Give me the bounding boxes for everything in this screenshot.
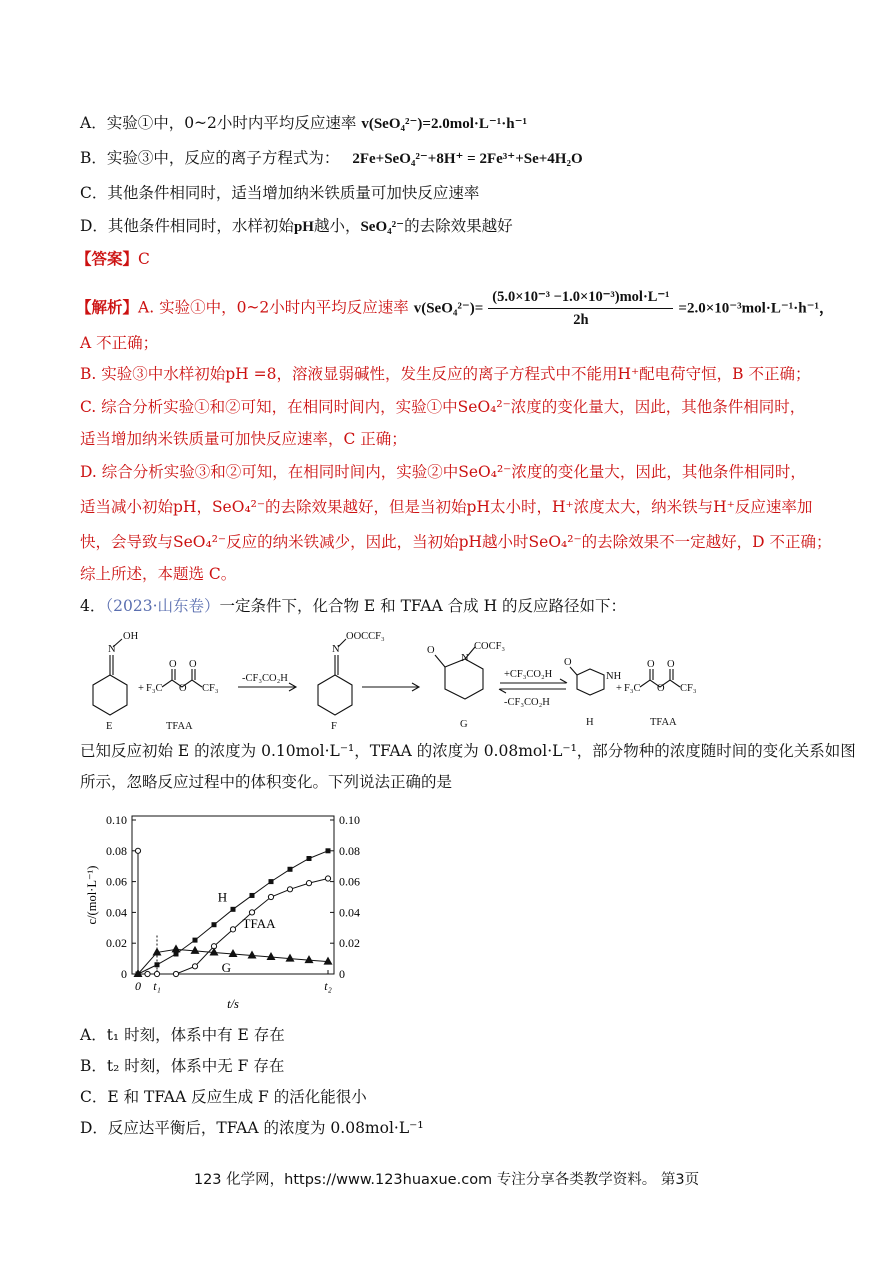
tfaa1-label: TFAA [166,721,193,732]
option-a [80,112,527,135]
tfaa1-cf3: CF₃ [202,683,219,694]
h-nh-label: NH [606,671,622,682]
h-o-label: O [564,657,572,668]
analysis-a-end: A 不正确； [80,334,159,352]
x-tick-label: t₁ [153,979,161,993]
option-a-formula: v(SeO₄²⁻)=2.0mol·L⁻¹·h⁻¹ [361,116,528,132]
eq-arrow-forward-head [560,679,567,683]
option-a-text: A．实验①中，0~2小时内平均反应速率 [80,114,357,132]
q4-option-a: A．t₁ 时刻，体系中有 E 存在 [80,1026,285,1044]
fraction-numerator: (5.0×10⁻³ −1.0×10⁻³)mol·L⁻¹ [488,286,673,309]
h-label: H [586,717,594,728]
x-tick-label: 0 [135,979,141,993]
point-g [324,957,333,965]
y-tick-label-left: 0.08 [106,843,127,858]
page-footer: 123 化学网，https://www.123huaxue.com 专注分享各类教学资料。 第3页 [193,1172,700,1188]
f-ring [318,675,352,715]
point-h [288,867,293,872]
g-ring [445,659,483,699]
plus-2: + [616,683,622,694]
point-tfaa [192,964,197,969]
analysis-a [76,286,834,331]
y-tick-label-right: 0.08 [339,843,360,858]
g-n-label: N [461,653,469,664]
g-co-bond [435,655,445,667]
point-tfaa [145,971,150,976]
question-number: 4． [80,597,106,615]
f-sub-label: OOCCF₃ [346,631,385,642]
point-g [267,952,276,960]
x-axis-label: t/s [227,997,239,1011]
point-h [231,907,236,912]
legend-h: H [217,889,228,905]
tfaa1-o-bridge: O [179,683,187,694]
point-g [191,946,200,954]
y-tick-label-left: 0.02 [106,936,127,951]
option-d-pre: D．其他条件相同时，水样初始 [80,217,294,235]
option-b [80,147,583,170]
point-g [286,954,295,962]
point-h [155,962,160,967]
question-desc-line2: 所示，忽略反应过程中的体积变化。下列说法正确的是 [80,773,453,791]
e-label: E [106,721,113,732]
option-d-mid: 越小， [313,217,361,235]
point-h [250,893,255,898]
g-o-label: O [427,645,435,656]
legend-g: G [221,960,231,975]
analysis-label: 【解析】 [76,297,139,317]
option-b-formula: 2Fe+SeO₄²⁻+8H⁺ = 2Fe³⁺+Se+4H₂O [352,151,583,167]
e-oh-label: OH [123,631,139,642]
g-sub-label: COCF₃ [474,641,506,652]
point-h [307,856,312,861]
option-d [80,215,513,238]
y-tick-label-left: 0.10 [106,813,127,827]
plus-1: + [138,683,144,694]
analysis-a-text: A. 实验①中，0~2小时内平均反应速率 [138,298,409,317]
y-tick-label-left: 0.04 [106,905,127,920]
point-tfaa [306,881,311,886]
y-tick-label-right: 0.10 [339,813,360,827]
reaction-scheme [80,625,720,733]
point-tfaa [268,894,273,899]
point-tfaa [249,910,254,915]
point-tfaa [230,927,235,932]
tfaa2-f3c: F₃C [624,683,641,694]
x-tick-label: t₂ [324,979,332,993]
g-label: G [460,719,468,730]
option-d-ion: SeO₄²⁻ [360,219,405,235]
f-label: F [331,721,337,732]
q4-option-b: B．t₂ 时刻，体系中无 F 存在 [80,1057,285,1075]
tfaa1-o2: O [189,659,197,670]
question-stem: 一定条件下，化合物 E 和 TFAA 合成 H 的反应路径如下： [219,597,627,615]
e-n-label: N [108,644,116,655]
eq-bot-label: -CF₃CO₂H [504,697,550,708]
h-ring [577,669,604,695]
point-g [305,955,314,963]
point-h [212,922,217,927]
point-tfaa [173,971,178,976]
option-c: C．其他条件相同时，适当增加纳米铁质量可加快反应速率 [80,184,480,202]
y-tick-label-right: 0 [339,967,345,981]
analysis-a-fraction [488,286,673,331]
tfaa1-f3c: F₃C [146,683,163,694]
y-tick-label-right: 0.02 [339,936,360,951]
analysis-c-line1: C. 综合分析实验①和②可知，在相同时间内，实验①中SeO₄²⁻浓度的变化量大，因此，其他条件相同时， [80,398,806,416]
point-g [229,949,238,957]
point-tfaa [325,876,330,881]
e-ring [93,675,127,715]
point-tfaa [287,887,292,892]
fraction-denominator: 2h [573,312,589,328]
tfaa2-o2: O [667,659,675,670]
tfaa2-o-bridge: O [657,683,665,694]
point-h [326,848,331,853]
tfaa1-o1: O [169,659,177,670]
analysis-a-rate: v(SeO₄²⁻)= [413,300,484,317]
analysis-d-line2: 适当减小初始pH，SeO₄²⁻的去除效果越好，但是当初始pH太小时，H⁺浓度太大，纳米铁与H⁺反应速率加 [80,498,813,516]
analysis-d-line4: 综上所述，本题选 C。 [80,565,237,583]
answer-label: 【答案】 [76,249,139,268]
option-b-text: B．实验③中，反应的离子方程式为： [80,149,340,167]
option-d-post: 的去除效果越好 [404,217,513,235]
h-co-bond [570,667,577,675]
point-h [193,938,198,943]
point-tfaa [154,971,159,976]
question-4-stem [80,595,626,617]
q4-option-c: C．E 和 TFAA 反应生成 F 的活化能很小 [80,1088,367,1106]
answer-value: C [138,250,150,268]
y-tick-label-right: 0.04 [339,905,360,920]
tfaa2-cf3: CF₃ [680,683,697,694]
point-g [210,947,219,955]
legend-tfaa: TFAA [242,915,276,931]
answer-line [76,248,150,270]
f-n-label: N [332,644,340,655]
point-g [172,944,181,952]
point-g [248,951,257,959]
point-h [269,879,274,884]
y-tick-label-left: 0.06 [106,874,127,889]
analysis-d-line1: D. 综合分析实验③和②可知，在相同时间内，实验②中SeO₄²⁻浓度的变化量大，因此，其他条件相同时， [80,463,806,481]
concentration-chart [80,802,390,1012]
eq-arrow-back-head [499,689,506,693]
analysis-c-line2: 适当增加纳米铁质量可加快反应速率，C 正确； [80,430,407,448]
analysis-b: B. 实验③中水样初始pH =8，溶液显弱碱性，发生反应的离子方程式中不能用H⁺配电荷守恒，B 不正确； [80,365,811,383]
tfaa2-label: TFAA [650,717,677,728]
point-tfaa [135,848,140,853]
tfaa2-o1: O [647,659,655,670]
analysis-d-line3: 快，会导致与SeO₄²⁻反应的纳米铁减少，因此，当初始pH越小时SeO₄²⁻的去除效果不一定越好，D 不正确； [80,533,832,551]
y-tick-label-right: 0.06 [339,874,360,889]
arrow-1-label: -CF₃CO₂H [242,673,288,684]
question-desc-line1: 已知反应初始 E 的浓度为 0.10mol·L⁻¹，TFAA 的浓度为 0.08mol·L⁻¹，部分物种的浓度随时间的变化关系如图 [80,742,856,760]
y-tick-label-left: 0 [121,967,127,981]
analysis-a-result: =2.0×10⁻³mol·L⁻¹·h⁻¹， [678,300,835,317]
eq-top-label: +CF₃CO₂H [504,669,553,680]
y-axis-label: c/(mol·L⁻¹) [85,865,99,925]
question-source: （2023·山东卷） [105,597,220,615]
option-d-ph: pH [293,219,314,235]
q4-option-d: D．反应达平衡后，TFAA 的浓度为 0.08mol·L⁻¹ [80,1119,424,1137]
